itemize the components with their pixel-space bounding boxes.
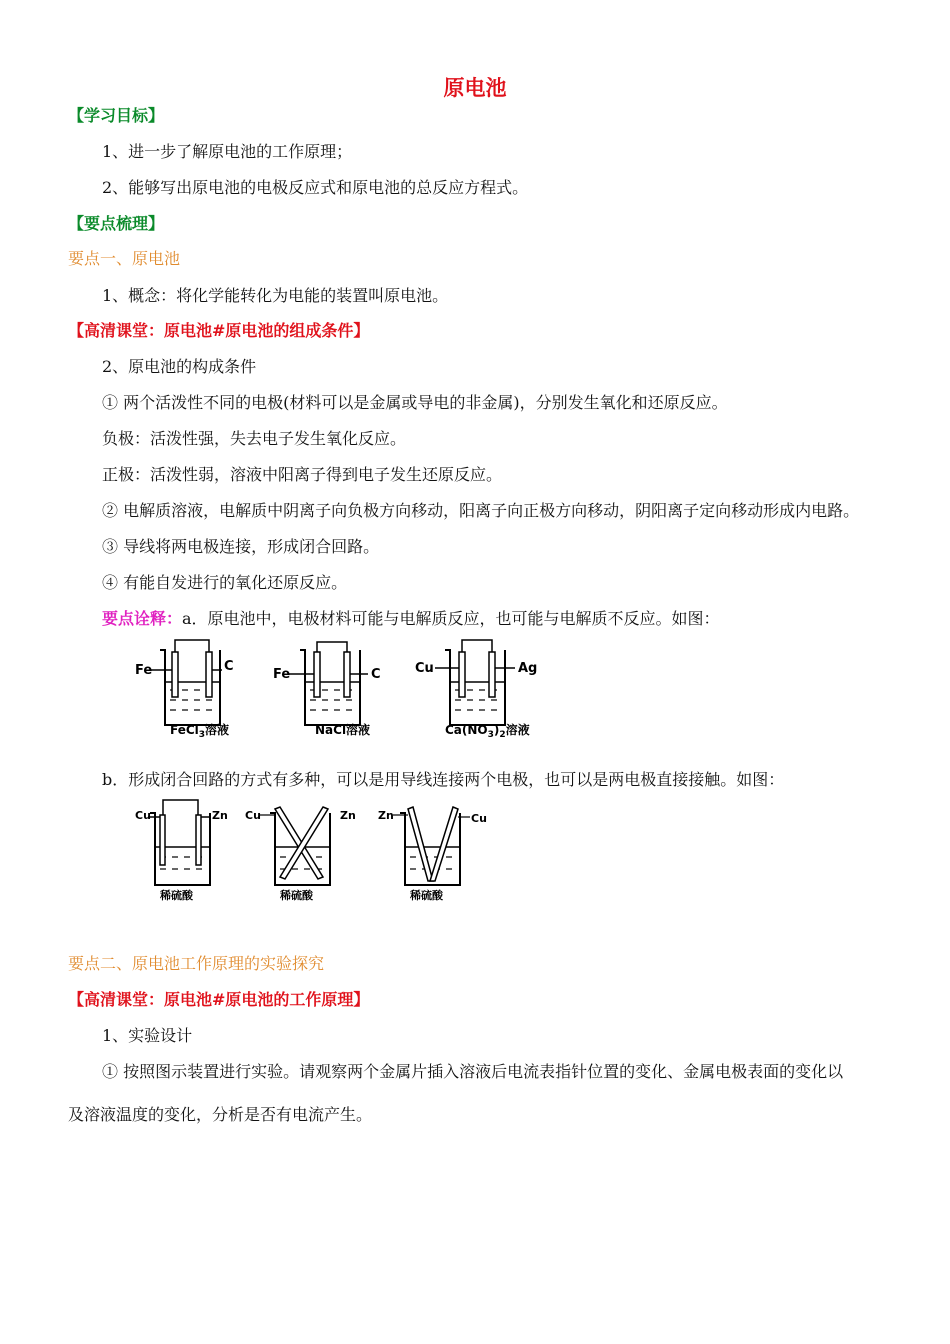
- condition-1: ① 两个活泼性不同的电极(材料可以是金属或导电的非金属)，分别发生氧化和还原反应。: [102, 393, 728, 412]
- beaker-nacl: [273, 642, 381, 737]
- point2-heading: 要点二、原电池工作原理的实验探究: [68, 954, 325, 973]
- electrode-label: Ag: [518, 661, 538, 676]
- electrode-label: C: [371, 667, 381, 682]
- svg-text:Ca(NO3)2溶液: $Ca(NO_3)_2$溶液: [445, 723, 530, 740]
- figure-b-beakers: [130, 795, 490, 907]
- beaker-fecl3: [135, 640, 234, 740]
- figure-a-beakers: [130, 630, 550, 745]
- note-b: b．形成闭合回路的方式有多种，可以是用导线连接两个电极，也可以是两电极直接接触。如图：: [102, 770, 785, 789]
- svg-text:Zn: Zn: [340, 809, 356, 822]
- svg-text:Zn: Zn: [212, 809, 228, 822]
- points-heading: 【要点梳理】: [68, 214, 165, 233]
- note-a: [102, 606, 720, 629]
- electrode-label: Fe: [135, 663, 153, 678]
- point1-heading: 要点一、原电池: [68, 249, 181, 268]
- beaker-crossed-electrodes: [245, 807, 356, 902]
- experiment-step-1: ① 按照图示装置进行实验。请观察两个金属片插入溶液后电流表指针位置的变化、金属电极表面的变化以: [102, 1062, 844, 1081]
- svg-text:稀硫酸: 稀硫酸: [160, 889, 193, 902]
- electrode-label: Cu: [415, 661, 434, 676]
- concept-text: 1、概念：将化学能转化为电能的装置叫原电池。: [102, 286, 449, 305]
- experiment-step-1-cont: 及溶液温度的变化，分析是否有电流产生。: [68, 1105, 373, 1124]
- hd-course-link-2: 【高清课堂：原电池#原电池的工作原理】: [68, 990, 370, 1009]
- page-title: 原电池: [443, 75, 507, 100]
- svg-text:稀硫酸: 稀硫酸: [410, 889, 443, 902]
- negative-electrode-text: 负极：活泼性强，失去电子发生氧化反应。: [102, 429, 407, 448]
- beaker-v-shaped-electrodes: [378, 807, 487, 902]
- goal-item-2: 2、能够写出原电池的电极反应式和原电池的总反应方程式。: [102, 178, 529, 197]
- note-a-text: a．原电池中，电极材料可能与电解质反应，也可能与电解质不反应。如图：: [182, 609, 720, 628]
- note-label: 要点诠释：: [102, 609, 183, 628]
- svg-text:FeCl3溶液: FeCl$_3$溶液: [170, 723, 230, 740]
- svg-text:Cu: Cu: [471, 812, 487, 825]
- condition-4: ④ 有能自发进行的氧化还原反应。: [102, 573, 348, 592]
- svg-text:NaCl溶液: NaCl溶液: [315, 723, 371, 737]
- goals-heading: 【学习目标】: [68, 106, 165, 125]
- beaker-wire-connected: [135, 800, 228, 902]
- svg-text:Zn: Zn: [378, 809, 394, 822]
- hd-course-link-1: 【高清课堂：原电池#原电池的组成条件】: [68, 321, 370, 340]
- conditions-title: 2、原电池的构成条件: [102, 357, 257, 376]
- svg-text:Cu: Cu: [135, 809, 151, 822]
- goal-item-1: 1、进一步了解原电池的工作原理；: [102, 142, 353, 161]
- experiment-title: 1、实验设计: [102, 1026, 193, 1045]
- condition-2: ② 电解质溶液，电解质中阴离子向负极方向移动，阳离子向正极方向移动，阴阳离子定向移动形成内电路。: [102, 501, 860, 520]
- electrode-label: Fe: [273, 667, 291, 682]
- condition-3: ③ 导线将两电极连接，形成闭合回路。: [102, 537, 380, 556]
- svg-text:Cu: Cu: [245, 809, 261, 822]
- positive-electrode-text: 正极：活泼性弱，溶液中阳离子得到电子发生还原反应。: [102, 465, 503, 484]
- electrode-label: C: [224, 659, 234, 674]
- svg-text:稀硫酸: 稀硫酸: [280, 889, 313, 902]
- beaker-cano3: [415, 640, 537, 740]
